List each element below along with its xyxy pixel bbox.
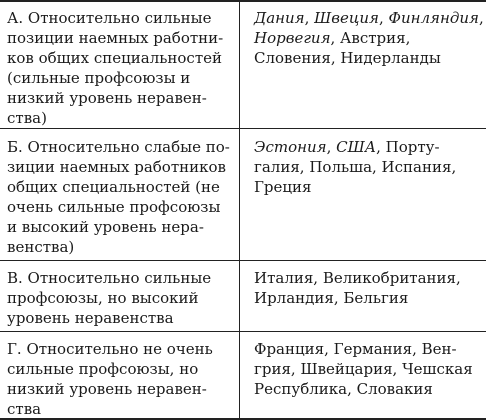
countries-line: [254, 288, 408, 308]
category-line: очень сильные профсоюзы: [7, 198, 221, 216]
category-cell-d: [0, 332, 240, 420]
countries-line: [254, 268, 461, 288]
country-name: Греция: [254, 178, 312, 196]
category-line: сильные профсоюзы, но: [7, 360, 199, 378]
countries-line: [254, 28, 410, 48]
separator: ,: [478, 9, 484, 27]
separator: ,: [326, 138, 337, 156]
category-line: позиции наемных работни-: [7, 29, 224, 47]
countries-line: [254, 177, 312, 197]
category-line: Б. Относительно слабые по-: [7, 138, 230, 156]
countries-line: [254, 48, 441, 68]
category-line: профсоюзы, но высокий: [7, 289, 199, 307]
category-line: ков общих специальностей: [7, 49, 223, 67]
countries-line: [254, 157, 456, 177]
category-cell-a: [0, 2, 240, 128]
category-line: ства): [7, 109, 47, 127]
category-cell-c: [0, 261, 240, 331]
country-name: Дания: [254, 9, 305, 27]
country-name: , Порту-: [376, 138, 440, 156]
country-name: Республика, Словакия: [254, 380, 433, 398]
country-name: грия, Швейцария, Чешская: [254, 360, 473, 378]
table-row-c: [0, 260, 486, 331]
countries-line: [254, 137, 440, 157]
countries-line: [254, 8, 484, 28]
countries-cell-a: [240, 2, 486, 128]
country-name: Италия, Великобритания,: [254, 269, 461, 287]
separator: ,: [378, 9, 389, 27]
table-row-a: [0, 2, 486, 128]
category-line: уровень неравенства: [7, 309, 174, 327]
category-line: ства: [7, 400, 42, 418]
category-line: А. Относительно сильные: [7, 9, 212, 27]
country-name: Швеция: [314, 9, 379, 27]
country-name: Франция, Германия, Вен-: [254, 340, 457, 358]
category-line: В. Относительно сильные: [7, 269, 212, 287]
country-name: Ирландия, Бельгия: [254, 289, 409, 307]
country-name: , Австрия,: [330, 29, 411, 47]
country-name: США: [336, 138, 377, 156]
category-line: венства): [7, 238, 75, 256]
table-row-d: [0, 331, 486, 420]
category-cell-b: [0, 129, 240, 260]
category-line: Г. Относительно не очень: [7, 340, 213, 358]
country-name: галия, Польша, Испания,: [254, 158, 457, 176]
category-line: и высокий уровень нера-: [7, 218, 204, 236]
category-line: низкий уровень неравен-: [7, 380, 207, 398]
countries-cell-d: [240, 332, 486, 420]
country-name: Норвегия: [254, 29, 331, 47]
table-row-b: [0, 128, 486, 260]
category-line: общих специальностей (не: [7, 178, 220, 196]
category-line: (сильные профсоюзы и: [7, 69, 191, 87]
countries-line: [254, 339, 457, 359]
countries-cell-b: [240, 129, 486, 260]
country-name: Финляндия: [388, 9, 479, 27]
category-line: низкий уровень неравен-: [7, 89, 207, 107]
countries-line: [254, 359, 473, 379]
separator: ,: [304, 9, 315, 27]
category-line: зиции наемных работников: [7, 158, 226, 176]
country-name: Словения, Нидерланды: [254, 49, 441, 67]
country-name: Эстония: [254, 138, 327, 156]
countries-cell-c: [240, 261, 486, 331]
countries-line: [254, 379, 433, 399]
